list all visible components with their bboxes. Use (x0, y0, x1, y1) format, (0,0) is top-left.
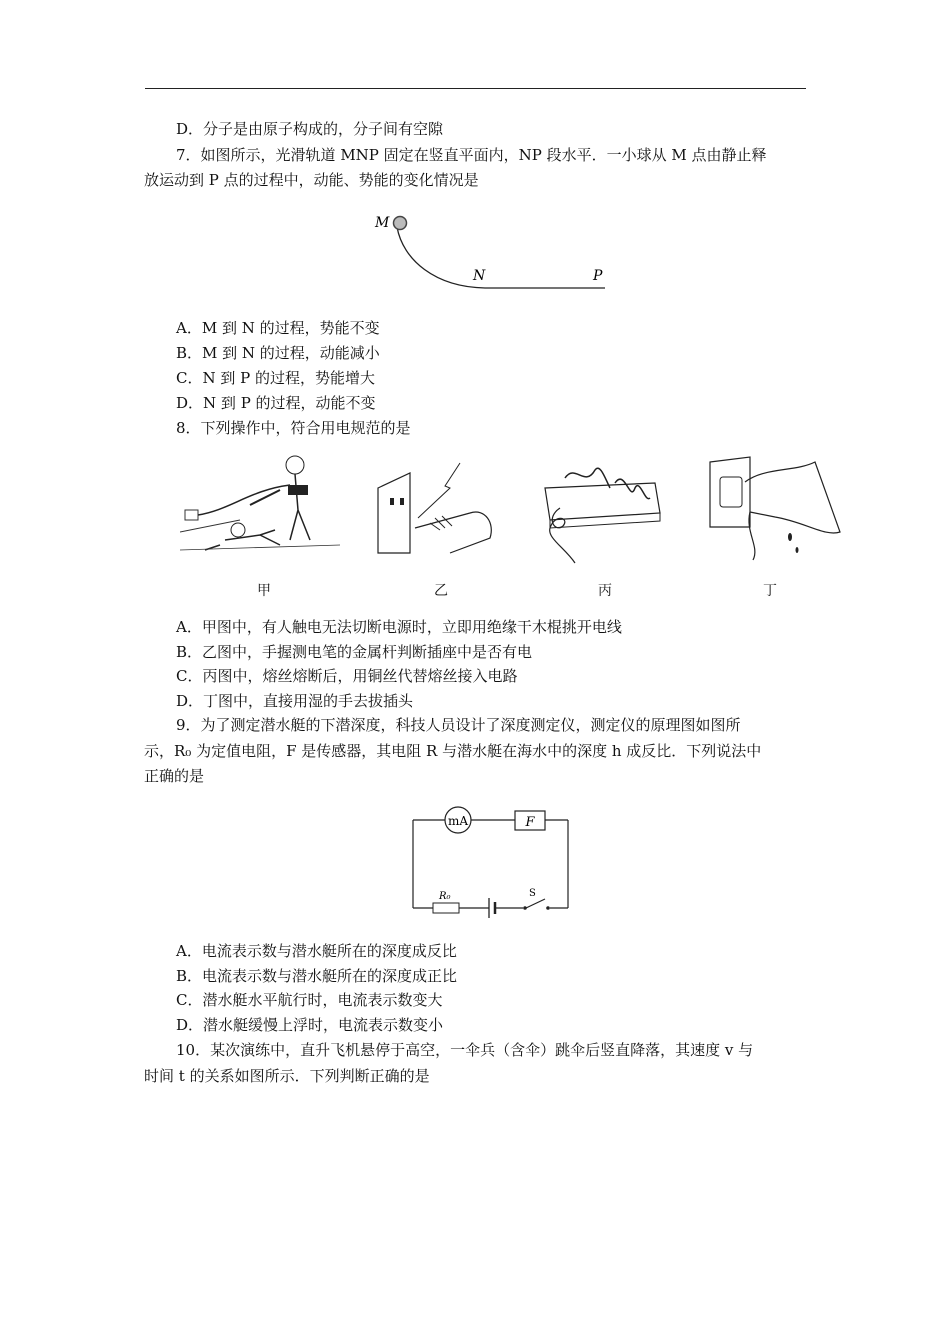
switch-lever (526, 899, 545, 908)
q8-option-d: D．丁图中，直接用湿的手去拔插头 (176, 692, 414, 710)
resistor-label: R₀ (439, 891, 451, 902)
illustration-yi (370, 458, 500, 558)
switch-label: S (529, 888, 536, 899)
q9-option-c: C．潜水艇水平航行时，电流表示数变大 (176, 991, 443, 1009)
caption-yi: 乙 (434, 583, 448, 599)
illustration-ding (705, 452, 845, 562)
meter-label: mA (447, 814, 469, 828)
q6-option-d: D．分子是由原子构成的，分子间有空隙 (176, 120, 444, 138)
illustration-jia (180, 450, 340, 570)
q7-option-d: D．N 到 P 的过程，动能不变 (176, 394, 376, 412)
q7-stem-line-1: 7．如图所示，光滑轨道 MNP 固定在竖直平面内，NP 段水平．一小球从 M 点由静止释 (176, 146, 767, 164)
illustration-bing (535, 458, 670, 568)
q7-option-a: A．M 到 N 的过程，势能不变 (176, 319, 380, 337)
q9-stem-line-3: 正确的是 (144, 767, 205, 785)
label-n: N (473, 268, 486, 284)
caption-jia: 甲 (257, 583, 271, 599)
ball-icon (394, 217, 407, 230)
q8-stem: 8．下列操作中，符合用电规范的是 (176, 419, 411, 437)
q7-stem-line-2: 放运动到 P 点的过程中，动能、势能的变化情况是 (144, 171, 479, 189)
q8-option-b: B．乙图中，手握测电笔的金属杆判断插座中是否有电 (176, 643, 533, 661)
caption-bing: 丙 (598, 583, 612, 599)
q7-option-c: C．N 到 P 的过程，势能增大 (176, 369, 376, 387)
q9-option-b: B．电流表示数与潜水艇所在的深度成正比 (176, 967, 458, 985)
q9-option-a: A．电流表示数与潜水艇所在的深度成反比 (176, 942, 457, 960)
q10-stem-line-1: 10．某次演练中，直升飞机悬停于高空，一伞兵（含伞）跳伞后竖直降落，其速度 v 与 (176, 1041, 754, 1059)
q8-option-c: C．丙图中，熔丝熔断后，用铜丝代替熔丝接入电路 (176, 667, 518, 685)
track-path (397, 227, 605, 288)
sensor-label: F (525, 815, 535, 830)
q9-option-d: D．潜水艇缓慢上浮时，电流表示数变小 (176, 1016, 444, 1034)
label-p: P (593, 268, 603, 284)
q9-stem-line-2: 示，R₀ 为定值电阻，F 是传感器，其电阻 R 与潜水艇在海水中的深度 h 成反比．下列说法中 (144, 742, 762, 760)
q8-option-a: A．甲图中，有人触电无法切断电源时，立即用绝缘干木棍挑开电线 (176, 618, 622, 636)
q9-circuit-diagram (405, 800, 580, 920)
label-m: M (375, 215, 390, 231)
q9-stem-line-1: 9．为了测定潜水艇的下潜深度，科技人员设计了深度测定仪，测定仪的原理图如图所 (176, 716, 741, 734)
resistor-box (433, 903, 459, 913)
q7-option-b: B．M 到 N 的过程，动能减小 (176, 344, 380, 362)
header-rule (145, 88, 806, 89)
q10-stem-line-2: 时间 t 的关系如图所示．下列判断正确的是 (144, 1067, 430, 1085)
caption-ding: 丁 (763, 583, 777, 599)
q7-track-figure (365, 205, 615, 295)
